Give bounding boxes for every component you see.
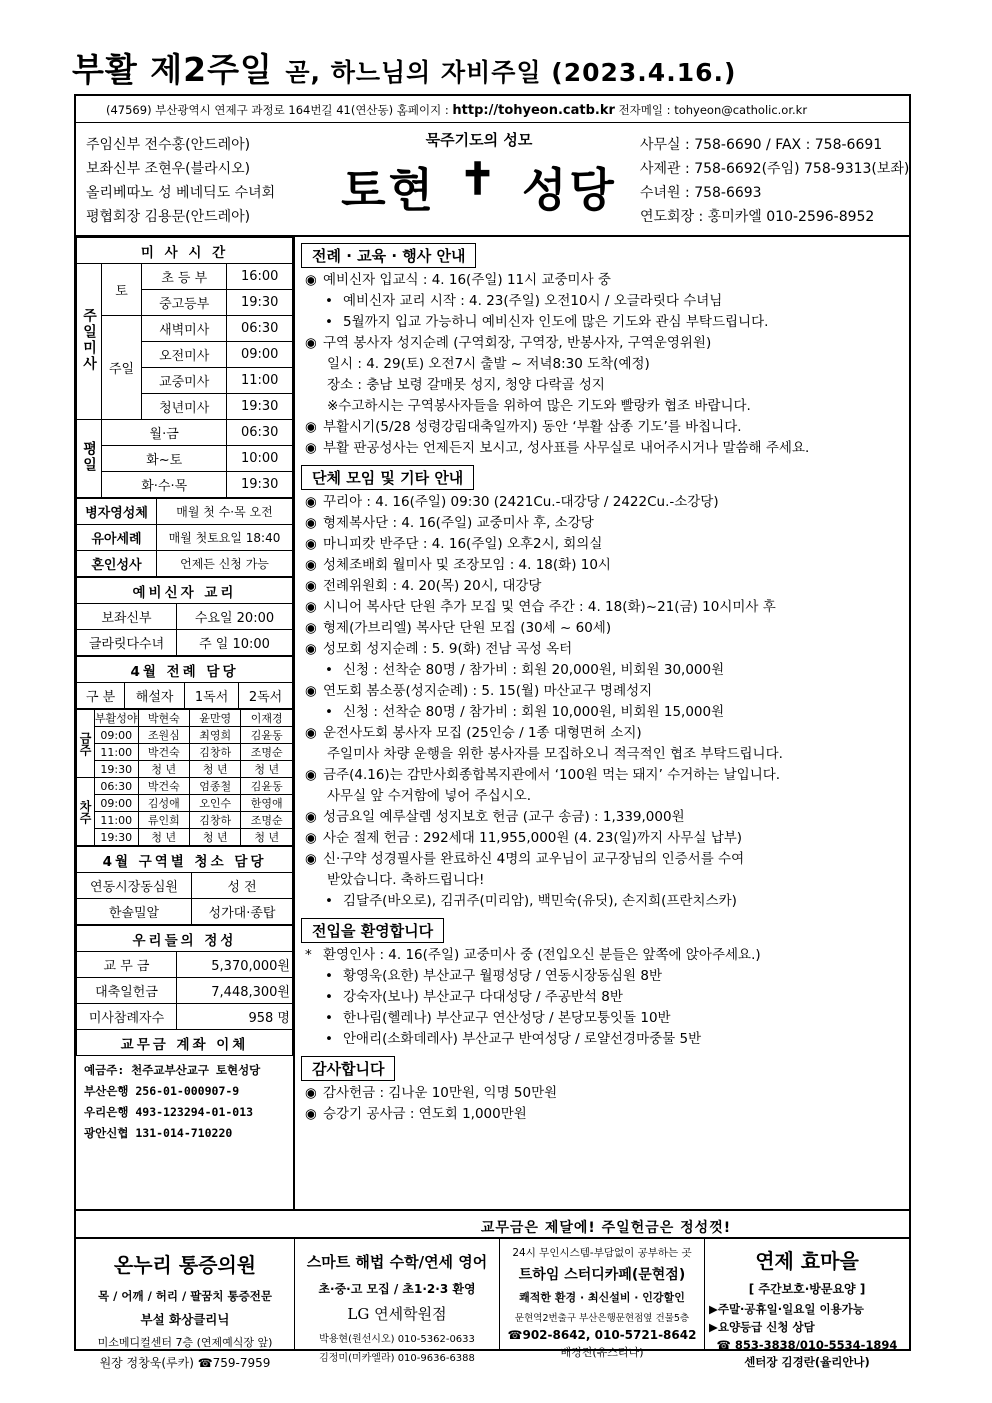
- church-name-right: 성당: [521, 163, 617, 217]
- bullet-icon: ◉: [305, 599, 317, 615]
- notice-line: [295, 1008, 909, 1029]
- bullet-icon: ◉: [305, 1085, 317, 1101]
- notice-line: [295, 597, 909, 618]
- liturgy-cell: 조원심: [138, 727, 189, 744]
- bullet-icon: ◉: [305, 725, 317, 741]
- notice-text: 승강기 공사금 : 연도회 1,000만원: [323, 1106, 527, 1122]
- notice-text: 안애리(소화데레사) 부산교구 반여성당 / 로얄선경마중물 5반: [343, 1031, 702, 1047]
- slogan-text: 교무금은 제달에! 주일헌금은 정성껏!: [480, 1220, 732, 1236]
- liturgy-cell: 19:30: [95, 761, 139, 778]
- bullet-icon: •: [325, 662, 333, 678]
- title-sub: 곧, 하느님의 자비주일 (2023.4.16.): [285, 58, 737, 87]
- notice-text: 전례위원회 : 4. 20(목) 20시, 대강당: [323, 578, 542, 594]
- mass-times-table: [76, 237, 293, 498]
- bullet-icon: •: [325, 989, 333, 1005]
- staff-line: 올리베따노 성 베네딕도 수녀회: [86, 185, 276, 201]
- notice-text: 구역 봉사자 성지순례 (구역회장, 구역장, 반봉사자, 구역운영위원): [323, 335, 712, 351]
- notice-text: 황영욱(요한) 부산교구 월평성당 / 연동시장동심원 8반: [343, 968, 662, 984]
- notice-line: [295, 870, 909, 891]
- liturgy-cell: 19:30: [95, 829, 139, 846]
- liturgy-table: 4월 전례 담당 구 분 해설자 1독서 2독서: [76, 656, 293, 709]
- notice-text: 시니어 복사단 단원 추가 모집 및 연습 주간 : 4. 18(화)~21(금) 10시미사 후: [323, 599, 776, 615]
- sunday-label: 주일미사: [77, 264, 102, 420]
- mass-time: 10:00: [227, 446, 293, 472]
- staff-line: 평협회장 김용문(안드레아): [86, 209, 251, 225]
- bullet-icon: ◉: [305, 494, 317, 510]
- notice-line: [295, 270, 909, 291]
- liturgy-cell: 류인희: [138, 812, 189, 829]
- liturgy-cell: 김창하: [190, 812, 241, 829]
- bullet-icon: ◉: [305, 683, 317, 699]
- notice-text: 부활 판공성사는 언제든지 보시고, 성사표를 사무실로 내어주시거나 말씀해 주세요.: [323, 440, 810, 456]
- notice-line: [295, 1083, 909, 1104]
- bullet-icon: ◉: [305, 767, 317, 783]
- notice-text: 사순 절제 헌금 : 292세대 11,955,000원 (4. 23(일)까지 사무실 납부): [323, 830, 743, 846]
- ad-carecenter: 연제 효마을 [ 주간보호·방문요양 ] ▶주말·공휴일·일요일 이용가능 ▶요양등급 신청 상담 ☎ 853-3838/010-5534-1894 센터장 김경란(율리안나): [709, 1249, 898, 1369]
- bullet-icon: •: [325, 968, 333, 984]
- notice-line: [295, 354, 909, 375]
- notice-line: [295, 1029, 909, 1050]
- sacraments-table: 병자영성체 매월 첫 수·목 오전 유아세례 매월 첫토요일 18:40 혼인성사 언제든 신청 가능: [76, 498, 293, 577]
- liturgy-cell: 청 년: [241, 761, 293, 778]
- liturgy-cell: 청 년: [190, 761, 241, 778]
- notice-line: [295, 534, 909, 555]
- liturgy-cell: 김윤동: [241, 727, 293, 744]
- notice-text: ※수고하시는 구역봉사자들을 위하여 많은 기도와 빨랑카 협조 바랍니다.: [327, 398, 751, 414]
- church-logo: [324, 129, 634, 220]
- liturgy-cell: 김창하: [190, 744, 241, 761]
- bullet-icon: ◉: [305, 620, 317, 636]
- notice-text: 예비신자 입교식 : 4. 16(주일) 11시 교중미사 중: [323, 272, 611, 288]
- homepage-link[interactable]: http://tohyeon.catb.kr: [452, 103, 615, 118]
- bullet-icon: ◉: [305, 830, 317, 846]
- contact-list: [640, 133, 909, 229]
- notice-text: 감사헌금 : 김나운 10만원, 익명 50만원: [323, 1085, 558, 1101]
- notice-text: 금주(4.16)는 감만사회종합복지관에서 ‘100원 먹는 돼지’ 수거하는 날입니다.: [323, 767, 781, 783]
- bullet-icon: ◉: [305, 641, 317, 657]
- notice-line: [295, 765, 909, 786]
- notice-line: [295, 312, 909, 333]
- liturgy-cell: 부활성야: [95, 710, 139, 727]
- notice-line: [295, 492, 909, 513]
- email-text: 전자메일 : tohyeon@catholic.or.kr: [614, 103, 808, 117]
- notice-text: 예비신자 교리 시작 : 4. 23(주일) 오전10시 / 오글라릿다 수녀님: [343, 293, 723, 309]
- bullet-icon: •: [325, 1010, 333, 1026]
- mass-name: 중고등부: [142, 290, 227, 316]
- bullet-icon: ◉: [305, 1106, 317, 1122]
- notice-text: 운전사도회 봉사자 모집 (25인승 / 1종 대형면허 소지): [323, 725, 642, 741]
- notice-line: [295, 807, 909, 828]
- liturgy-cell: 09:00: [95, 795, 139, 812]
- mass-name: 월·금: [102, 420, 227, 446]
- bullet-icon: ◉: [305, 578, 317, 594]
- notice-text: 한나림(헬레나) 부산교구 연산성당 / 본당모퉁잇돌 10반: [343, 1010, 671, 1026]
- section-title: 단체 모임 및 기타 안내: [301, 465, 474, 490]
- section-title: 전례 · 교육 · 행사 안내: [301, 243, 476, 268]
- staff-line: 주임신부 전수홍(안드레아): [86, 137, 251, 153]
- sat-label: 토: [102, 264, 142, 316]
- notice-text: 환영인사 : 4. 16(주일) 교중미사 중 (전입오신 분들은 앞쪽에 앉아주세요.): [323, 947, 761, 963]
- liturgy-cell: 오인수: [190, 795, 241, 812]
- weekday-label: 평일: [77, 420, 102, 498]
- staff-line: 보좌신부 조현우(블라시오): [86, 161, 251, 177]
- church-patron: 묵주기도의 성모: [425, 131, 533, 149]
- address-text: (47569) 부산광역시 연제구 과정로 164번길 41(연산동) 홈페이지 :: [106, 103, 453, 117]
- notice-text: 성체조배회 월미사 및 조장모임 : 4. 18(화) 10시: [323, 557, 611, 573]
- notice-line: [295, 945, 909, 966]
- mass-name: 새벽미사: [142, 316, 227, 342]
- mass-name: 화~토: [102, 446, 227, 472]
- notice-line: [295, 333, 909, 354]
- left-column: [76, 237, 295, 1209]
- contact-line: 연도회장 : 홍미카엘 010-2596-8952: [640, 209, 875, 225]
- notice-line: [295, 618, 909, 639]
- notice-text: 형제(가브리엘) 복사단 단원 모집 (30세 ~ 60세): [323, 620, 612, 636]
- notice-line: [295, 828, 909, 849]
- notice-line: [295, 417, 909, 438]
- bullet-icon: •: [325, 704, 333, 720]
- notice-line: [295, 1104, 909, 1125]
- notice-line: [295, 966, 909, 987]
- notice-text: 형제복사단 : 4. 16(주일) 교중미사 후, 소강당: [323, 515, 594, 531]
- staff-list: [86, 133, 275, 229]
- notice-line: [295, 987, 909, 1008]
- address-bar: [76, 96, 909, 123]
- mass-name: 청년미사: [142, 394, 227, 420]
- notice-line: [295, 639, 909, 660]
- bullet-icon: ◉: [305, 851, 317, 867]
- liturgy-cell: 조명순: [241, 812, 293, 829]
- liturgy-cell: 한영애: [241, 795, 293, 812]
- bullet-icon: *: [305, 947, 312, 963]
- catechumen-table: 예비신자 교리 보좌신부 수요일 20:00 글라릿다수녀 주 일 10:00: [76, 577, 293, 656]
- mass-time: 09:00: [227, 342, 293, 368]
- offering-table: 우리들의 정성 교 무 금 5,370,000원 대축일헌금 7,448,300원 미사참례자수 958 명 교무금 계좌 이체: [76, 925, 293, 1056]
- notice-text: 받았습니다. 축하드립니다!: [327, 872, 485, 888]
- mass-name: 교중미사: [142, 368, 227, 394]
- contact-line: 사무실 : 758-6690 / FAX : 758-6691: [640, 137, 883, 153]
- bullet-icon: •: [325, 893, 333, 909]
- notice-text: 신청 : 선착순 80명 / 참가비 : 회원 20,000원, 비회원 30,000원: [343, 662, 725, 678]
- sun-label: 주일: [102, 316, 142, 420]
- account-line: 예금주: 천주교부산교구 토현성당: [84, 1063, 261, 1077]
- liturgy-cell: 윤만영: [190, 710, 241, 727]
- notice-line: [295, 555, 909, 576]
- liturgy-cell: 청 년: [138, 761, 189, 778]
- liturgy-cell: 최영희: [190, 727, 241, 744]
- liturgy-cell: 06:30: [95, 778, 139, 795]
- contact-line: 사제관 : 758-6692(주임) 758-9313(보좌): [640, 161, 910, 177]
- church-name: [324, 154, 634, 220]
- bullet-icon: ◉: [305, 536, 317, 552]
- liturgy-cell: 엄종철: [190, 778, 241, 795]
- mass-time: 19:30: [227, 394, 293, 420]
- bullet-icon: ◉: [305, 335, 317, 351]
- notice-line: [295, 513, 909, 534]
- notice-text: 연도회 봄소풍(성지순례) : 5. 15(월) 마산교구 명례성지: [323, 683, 653, 699]
- account-line: 우리은행 493-123294-01-013: [84, 1105, 254, 1119]
- notice-text: 5월까지 입교 가능하니 예비신자 인도에 많은 기도와 관심 부탁드립니다.: [343, 314, 769, 330]
- notice-line: [295, 681, 909, 702]
- notice-line: [295, 438, 909, 459]
- section-title: 감사합니다: [301, 1056, 395, 1081]
- notice-line: [295, 396, 909, 417]
- notice-line: [295, 660, 909, 681]
- notice-text: 성모회 성지순례 : 5. 9(화) 전남 곡성 옥터: [323, 641, 573, 657]
- liturgy-cell: 이재경: [241, 710, 293, 727]
- mass-name: 화·수·목: [102, 472, 227, 498]
- bullet-icon: ◉: [305, 809, 317, 825]
- bulletin-frame: [74, 94, 911, 1370]
- bullet-icon: ◉: [305, 272, 317, 288]
- liturgy-cell: 청 년: [190, 829, 241, 846]
- notice-text: 강숙자(보나) 부산교구 다대성당 / 주공반석 8반: [343, 989, 623, 1005]
- bullet-icon: ◉: [305, 557, 317, 573]
- church-header: [76, 123, 909, 237]
- liturgy-cell: 박건숙: [138, 778, 189, 795]
- mass-times-title: 미 사 시 간: [77, 238, 293, 264]
- church-name-left: 토현: [341, 163, 437, 217]
- notice-line: [295, 723, 909, 744]
- notice-text: 사무실 앞 수거함에 넣어 주십시오.: [327, 788, 532, 804]
- contact-line: 수녀원 : 758-6693: [640, 185, 762, 201]
- liturgy-cell: 11:00: [95, 812, 139, 829]
- liturgy-cell: 박현숙: [138, 710, 189, 727]
- mass-time: 16:00: [227, 264, 293, 290]
- notice-text: 성금요일 예루살렘 성지보호 헌금 (교구 송금) : 1,339,000원: [323, 809, 685, 825]
- liturgy-cell: 09:00: [95, 727, 139, 744]
- ads-area: [76, 1239, 909, 1370]
- account-info: [76, 1056, 293, 1148]
- bullet-icon: •: [325, 314, 333, 330]
- cross-icon: ✝: [459, 154, 499, 205]
- bulletin-title: [72, 44, 736, 91]
- liturgy-cell: 박건숙: [138, 744, 189, 761]
- title-main: 부활 제2주일: [72, 50, 273, 89]
- liturgy-rows: [76, 709, 293, 846]
- cleaning-table: 4월 구역별 청소 담당 연동시장동심원 성 전 한솔밀알 성가대·종탑: [76, 846, 293, 925]
- notices-column: [295, 237, 909, 1209]
- liturgy-cell: 김성애: [138, 795, 189, 812]
- bullet-icon: •: [325, 293, 333, 309]
- liturgy-cell: 김윤동: [241, 778, 293, 795]
- notice-text: 김달주(바오로), 김귀주(미리암), 백민숙(유딧), 손지희(프란치스카): [343, 893, 737, 909]
- notice-text: 신·구약 성경필사를 완료하신 4명의 교우님이 교구장님의 인증서를 수여: [323, 851, 745, 867]
- liturgy-cell: 11:00: [95, 744, 139, 761]
- mass-time: 06:30: [227, 316, 293, 342]
- bullet-icon: •: [325, 1031, 333, 1047]
- mass-time: 11:00: [227, 368, 293, 394]
- notice-line: [295, 375, 909, 396]
- notice-line: [295, 891, 909, 912]
- section-title: 전입을 환영합니다: [301, 918, 444, 943]
- account-line: 광안신협 131-014-710220: [84, 1126, 233, 1140]
- ad-academy: 스마트 해법 수학/연세 영어 초·중·고 모집 / 초1·2·3 환영 LG 연세학원점 박용현(원선시오) 010-5362-0633 김정미(미카엘라) 010-9636-6388: [295, 1239, 500, 1351]
- liturgy-cell: 조명순: [241, 744, 293, 761]
- notice-line: [295, 576, 909, 597]
- ad-studycafe: 24시 무인시스템-부담없이 공부하는 곳 트하임 스터디카페(문현점) 쾌적한 환경 · 최신설비 · 인강할인 문현역2번출구 부산은행문현점옆 건물5층 ☎902-8642, 010-5721-8642 배경진(유스티나): [500, 1239, 705, 1351]
- bullet-icon: ◉: [305, 419, 317, 435]
- mass-name: 초 등 부: [142, 264, 227, 290]
- notice-line: [295, 786, 909, 807]
- notice-text: 주일미사 차량 운행을 위한 봉사자를 모집하오니 적극적인 협조 부탁드립니다.: [327, 746, 783, 762]
- notice-text: 장소 : 충남 보령 갈매못 성지, 청양 다락골 성지: [327, 377, 605, 393]
- notice-text: 부활시기(5/28 성령강림대축일까지) 동안 ‘부활 삼종 기도’를 바칩니다.: [323, 419, 742, 435]
- notice-line: [295, 849, 909, 870]
- notice-text: 신청 : 선착순 80명 / 참가비 : 회원 10,000원, 비회원 15,000원: [343, 704, 725, 720]
- notice-text: 꾸리아 : 4. 16(주일) 09:30 (2421Cu.-대강당 / 2422Cu.-소강당): [323, 494, 719, 510]
- account-line: 부산은행 256-01-000907-9: [84, 1084, 240, 1098]
- week-label: 차주: [77, 778, 95, 846]
- mass-time: 19:30: [227, 472, 293, 498]
- liturgy-cell: 청 년: [138, 829, 189, 846]
- mass-time: 06:30: [227, 420, 293, 446]
- notice-line: [295, 744, 909, 765]
- mass-time: 19:30: [227, 290, 293, 316]
- notice-line: [295, 702, 909, 723]
- liturgy-cell: 청 년: [241, 829, 293, 846]
- mass-name: 오전미사: [142, 342, 227, 368]
- notice-text: 마니피캇 반주단 : 4. 16(주일) 오후2시, 회의실: [323, 536, 603, 552]
- ad-clinic: 온누리 통증의원 목 / 어깨 / 허리 / 팔꿈치 통증전문 부설 화상클리닉 미소메디컬센터 7층 (연제예식장 앞) 원장 정창욱(루카) ☎759-7959: [76, 1239, 295, 1351]
- week-label: 금주: [77, 710, 95, 778]
- bullet-icon: ◉: [305, 440, 317, 456]
- notice-text: 일시 : 4. 29(토) 오전7시 출발 ~ 저녁8:30 도착(예정): [327, 356, 650, 372]
- bullet-icon: ◉: [305, 515, 317, 531]
- slogan-bar: [76, 1209, 909, 1239]
- notice-line: [295, 291, 909, 312]
